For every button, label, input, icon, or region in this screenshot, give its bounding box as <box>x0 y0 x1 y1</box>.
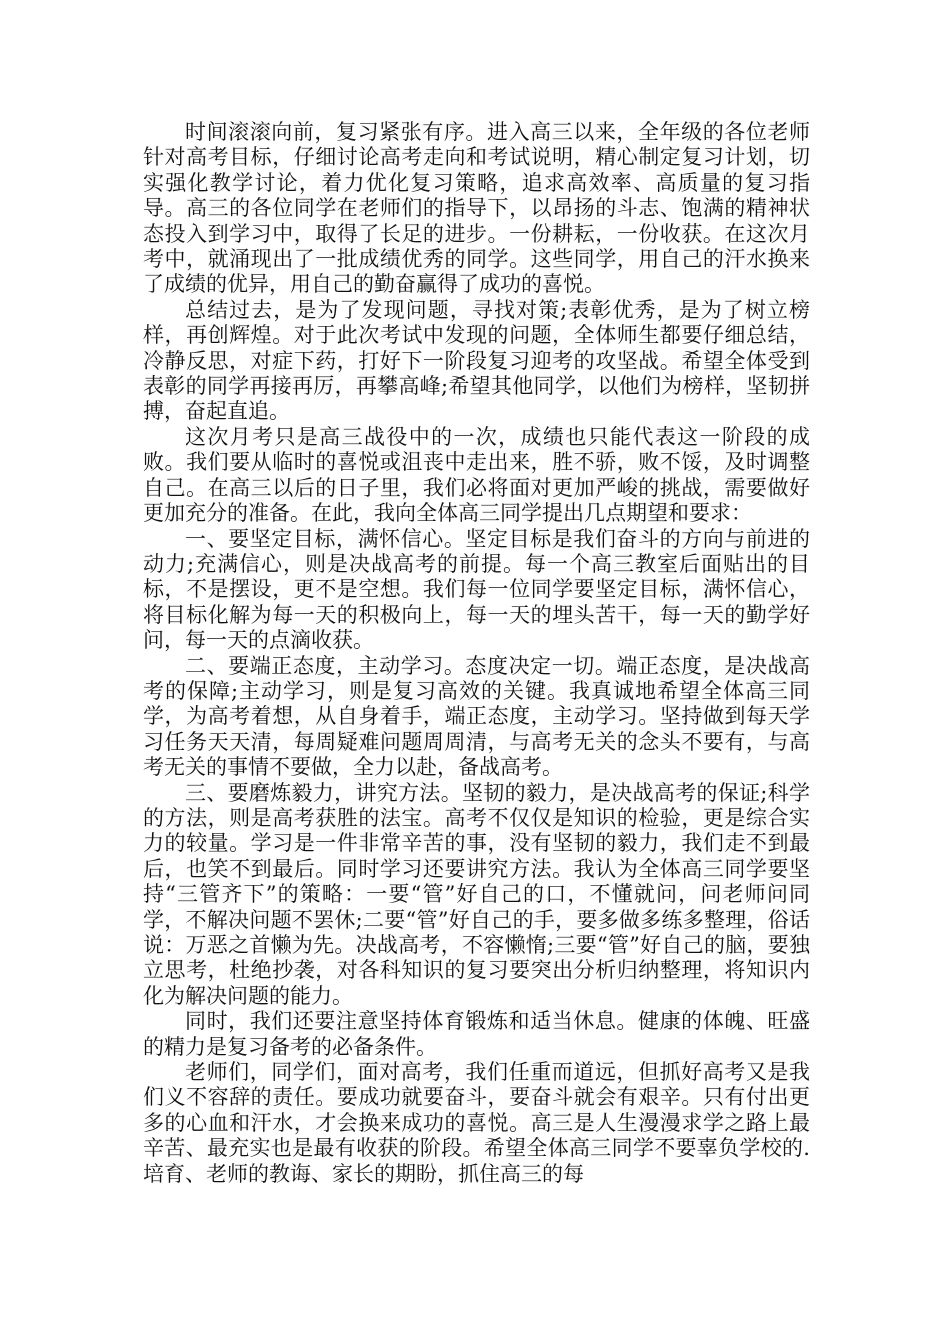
document-body <box>143 120 810 1187</box>
paragraph-6: 三、要磨炼毅力，讲究方法。坚韧的毅力，是决战高考的保证;科学的方法，则是高考获胜的法宝。高考不仅仅是知识的检验，更是综合实力的较量。学习是一件非常辛苦的事，没有坚韧的毅力，我们走不到最后，也笑不到最后。同时学习还要讲究方法。我认为全体高三同学要坚持“三管齐下”的策略：一要“管”好自己的口，不懂就问，问老师问同学，不解决问题不罢休;二要“管”好自己的手，要多做多练多整理，俗话说：万恶之首懒为先。决战高考，不容懒惰;三要“管”好自己的脑，要独立思考，杜绝抄袭，对各科知识的复习要突出分析归纳整理，将知识内化为解决问题的能力。 <box>143 780 810 1008</box>
paragraph-3: 这次月考只是高三战役中的一次，成绩也只能代表这一阶段的成败。我们要从临时的喜悦或沮丧中走出来，胜不骄，败不馁，及时调整自己。在高三以后的日子里，我们必将面对更加严峻的挑战，需要做好更加充分的准备。在此，我向全体高三同学提出几点期望和要求： <box>143 424 810 526</box>
paragraph-1: 时间滚滚向前，复习紧张有序。进入高三以来，全年级的各位老师针对高考目标，仔细讨论高考走向和考试说明，精心制定复习计划，切实强化教学讨论，着力优化复习策略，追求高效率、高质量的复习指导。高三的各位同学在老师们的指导下，以昂扬的斗志、饱满的精神状态投入到学习中，取得了长足的进步。一份耕耘，一份收获。在这次月考中，就涌现出了一批成绩优秀的同学。这些同学，用自己的汗水换来了成绩的优异，用自己的勤奋赢得了成功的喜悦。 <box>143 120 810 297</box>
paragraph-7: 同时，我们还要注意坚持体育锻炼和适当休息。健康的体魄、旺盛的精力是复习备考的必备条件。 <box>143 1009 810 1059</box>
paragraph-4: 一、要坚定目标，满怀信心。坚定目标是我们奋斗的方向与前进的动力;充满信心，则是决战高考的前提。每一个高三教室后面贴出的目标，不是摆设，更不是空想。我们每一位同学要坚定目标，满怀信心，将目标化解为每一天的积极向上，每一天的埋头苦干，每一天的勤学好问，每一天的点滴收获。 <box>143 526 810 653</box>
paragraph-5: 二、要端正态度，主动学习。态度决定一切。端正态度，是决战高考的保障;主动学习，则是复习高效的关键。我真诚地希望全体高三同学，为高考着想，从自身着手，端正态度，主动学习。坚持做到每天学习任务天天清，每周疑难问题周周清，与高考无关的念头不要有，与高考无关的事情不要做，全力以赴，备战高考。 <box>143 653 810 780</box>
paragraph-2: 总结过去，是为了发现问题，寻找对策;表彰优秀，是为了树立榜样，再创辉煌。对于此次考试中发现的问题，全体师生都要仔细总结，冷静反思，对症下药，打好下一阶段复习迎考的攻坚战。希望全体受到表彰的同学再接再厉，再攀高峰;希望其他同学，以他们为榜样，坚韧拼搏，奋起直追。 <box>143 297 810 424</box>
paragraph-8: 老师们，同学们，面对高考，我们任重而道远，但抓好高考又是我们义不容辞的责任。要成功就要奋斗，要奋斗就会有艰辛。只有付出更多的心血和汗水，才会换来成功的喜悦。高三是人生漫漫求学之路上最辛苦、最充实也是最有收获的阶段。希望全体高三同学不要辜负学校的.培育、老师的教诲、家长的期盼，抓住高三的每 <box>143 1060 810 1186</box>
